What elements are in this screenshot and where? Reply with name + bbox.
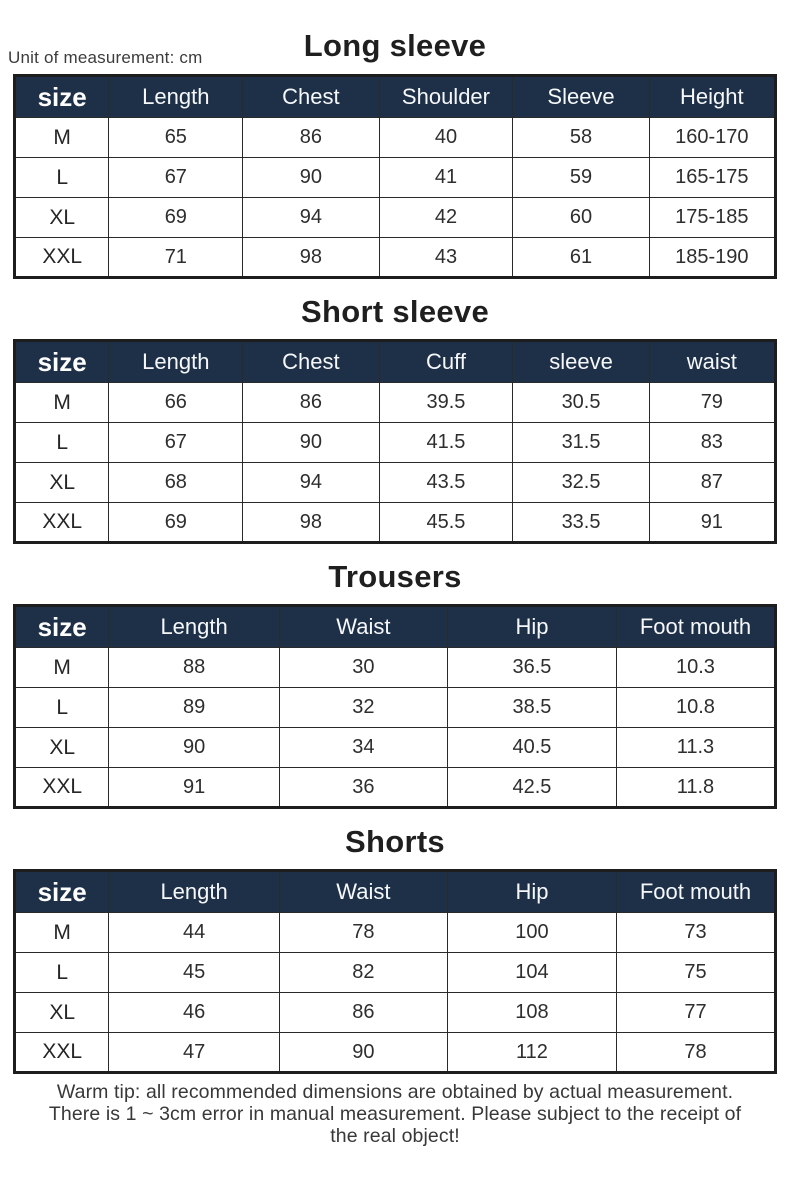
data-cell: 38.5 (447, 688, 616, 728)
header-cell-hip: Hip (447, 606, 616, 648)
data-cell: 47 (109, 1033, 279, 1073)
table-row-xxl (15, 238, 776, 278)
size-table-long-sleeve (13, 74, 777, 279)
table-row-l (15, 158, 776, 198)
header-cell-waist: Waist (279, 871, 447, 913)
data-cell: 77 (616, 993, 775, 1033)
header-cell-waist: Waist (279, 606, 447, 648)
header-cell-foot-mouth: Foot mouth (616, 871, 775, 913)
data-cell: 36.5 (447, 648, 616, 688)
data-cell: 82 (279, 953, 447, 993)
table-row-m (15, 118, 776, 158)
data-cell: 165-175 (649, 158, 775, 198)
header-cell-length: Length (109, 76, 243, 118)
table-row-xxl (15, 768, 776, 808)
data-cell: 43 (379, 238, 513, 278)
data-cell: 30 (279, 648, 447, 688)
header-cell-chest: Chest (243, 341, 379, 383)
header-row (15, 871, 776, 913)
data-cell: 33.5 (513, 503, 649, 543)
size-cell: XL (15, 728, 109, 768)
table-row-xxl (15, 503, 776, 543)
data-cell: 69 (109, 503, 243, 543)
data-cell: 90 (109, 728, 279, 768)
table-row-m (15, 913, 776, 953)
data-cell: 36 (279, 768, 447, 808)
data-cell: 45 (109, 953, 279, 993)
data-cell: 44 (109, 913, 279, 953)
data-cell: 10.3 (616, 648, 775, 688)
size-table-shorts (13, 869, 777, 1074)
header-cell-size: size (15, 606, 109, 648)
data-cell: 65 (109, 118, 243, 158)
data-cell: 185-190 (649, 238, 775, 278)
size-cell: L (15, 953, 109, 993)
table-title-trousers: Trousers (328, 559, 462, 594)
data-cell: 87 (649, 463, 775, 503)
data-cell: 83 (649, 423, 775, 463)
data-cell: 91 (109, 768, 279, 808)
data-cell: 46 (109, 993, 279, 1033)
table-row-l (15, 953, 776, 993)
table-row-m (15, 648, 776, 688)
data-cell: 98 (243, 503, 379, 543)
header-cell-size: size (15, 871, 109, 913)
data-cell: 89 (109, 688, 279, 728)
data-cell: 175-185 (649, 198, 775, 238)
size-cell: M (15, 648, 109, 688)
header-cell-shoulder: Shoulder (379, 76, 513, 118)
size-cell: XXL (15, 768, 109, 808)
warm-tip-line-2: There is 1 ~ 3cm error in manual measurement. Please subject to the receipt of (48, 1103, 742, 1125)
header-cell-cuff: Cuff (379, 341, 513, 383)
data-cell: 88 (109, 648, 279, 688)
size-cell: XXL (15, 238, 109, 278)
table-title-shorts: Shorts (345, 824, 445, 859)
table-row-l (15, 688, 776, 728)
table-row-l (15, 423, 776, 463)
header-cell-length: Length (109, 341, 243, 383)
data-cell: 86 (243, 118, 379, 158)
data-cell: 40 (379, 118, 513, 158)
data-cell: 90 (243, 158, 379, 198)
data-cell: 45.5 (379, 503, 513, 543)
size-cell: XXL (15, 1033, 109, 1073)
table-row-xl (15, 728, 776, 768)
table-title-long-sleeve: Long sleeve (303, 28, 487, 63)
data-cell: 11.3 (616, 728, 775, 768)
data-cell: 160-170 (649, 118, 775, 158)
table-row-xxl (15, 1033, 776, 1073)
data-cell: 32.5 (513, 463, 649, 503)
data-cell: 66 (109, 383, 243, 423)
header-cell-height: Height (649, 76, 775, 118)
header-cell-size: size (15, 341, 109, 383)
header-cell-hip: Hip (447, 871, 616, 913)
warm-tip-line-1: Warm tip: all recommended dimensions are obtained by actual measurement. (56, 1081, 734, 1103)
size-cell: XL (15, 993, 109, 1033)
data-cell: 58 (513, 118, 649, 158)
table-wrap-short-sleeve (0, 339, 790, 544)
data-cell: 71 (109, 238, 243, 278)
data-cell: 94 (243, 463, 379, 503)
header-row (15, 76, 776, 118)
data-cell: 61 (513, 238, 649, 278)
data-cell: 100 (447, 913, 616, 953)
size-table-short-sleeve (13, 339, 777, 544)
table-wrap-shorts (0, 869, 790, 1074)
data-cell: 73 (616, 913, 775, 953)
section-head-shorts (0, 809, 790, 869)
warm-tip-note (0, 1081, 790, 1147)
data-cell: 86 (243, 383, 379, 423)
warm-tip-line-3: the real object! (330, 1125, 460, 1147)
data-cell: 40.5 (447, 728, 616, 768)
table-wrap-long-sleeve (0, 74, 790, 279)
table-row-xl (15, 463, 776, 503)
data-cell: 41 (379, 158, 513, 198)
size-cell: XL (15, 463, 109, 503)
table-wrap-trousers (0, 604, 790, 809)
section-head-trousers (0, 544, 790, 604)
size-cell: L (15, 423, 109, 463)
data-cell: 67 (109, 423, 243, 463)
data-cell: 31.5 (513, 423, 649, 463)
data-cell: 90 (243, 423, 379, 463)
unit-of-measurement-label: Unit of measurement: cm (8, 48, 203, 67)
table-row-xl (15, 198, 776, 238)
data-cell: 39.5 (379, 383, 513, 423)
data-cell: 79 (649, 383, 775, 423)
header-cell-length: Length (109, 871, 279, 913)
section-head-short-sleeve (0, 279, 790, 339)
data-cell: 94 (243, 198, 379, 238)
data-cell: 43.5 (379, 463, 513, 503)
data-cell: 90 (279, 1033, 447, 1073)
data-cell: 104 (447, 953, 616, 993)
data-cell: 41.5 (379, 423, 513, 463)
data-cell: 78 (616, 1033, 775, 1073)
data-cell: 32 (279, 688, 447, 728)
size-cell: L (15, 158, 109, 198)
header-row (15, 606, 776, 648)
size-table-trousers (13, 604, 777, 809)
size-cell: M (15, 383, 109, 423)
data-cell: 10.8 (616, 688, 775, 728)
size-cell: XXL (15, 503, 109, 543)
header-cell-waist: waist (649, 341, 775, 383)
table-row-m (15, 383, 776, 423)
header-cell-size: size (15, 76, 109, 118)
data-cell: 112 (447, 1033, 616, 1073)
data-cell: 42.5 (447, 768, 616, 808)
data-cell: 75 (616, 953, 775, 993)
data-cell: 11.8 (616, 768, 775, 808)
data-cell: 34 (279, 728, 447, 768)
header-row (15, 341, 776, 383)
size-cell: L (15, 688, 109, 728)
data-cell: 67 (109, 158, 243, 198)
size-cell: XL (15, 198, 109, 238)
header-cell-chest: Chest (243, 76, 379, 118)
header-cell-sleeve: sleeve (513, 341, 649, 383)
data-cell: 78 (279, 913, 447, 953)
data-cell: 59 (513, 158, 649, 198)
header-cell-sleeve: Sleeve (513, 76, 649, 118)
data-cell: 69 (109, 198, 243, 238)
size-cell: M (15, 913, 109, 953)
table-title-short-sleeve: Short sleeve (301, 294, 489, 329)
data-cell: 68 (109, 463, 243, 503)
data-cell: 60 (513, 198, 649, 238)
data-cell: 98 (243, 238, 379, 278)
header-cell-foot-mouth: Foot mouth (616, 606, 775, 648)
data-cell: 42 (379, 198, 513, 238)
header-cell-length: Length (109, 606, 279, 648)
table-row-xl (15, 993, 776, 1033)
size-cell: M (15, 118, 109, 158)
data-cell: 91 (649, 503, 775, 543)
data-cell: 30.5 (513, 383, 649, 423)
data-cell: 108 (447, 993, 616, 1033)
data-cell: 86 (279, 993, 447, 1033)
